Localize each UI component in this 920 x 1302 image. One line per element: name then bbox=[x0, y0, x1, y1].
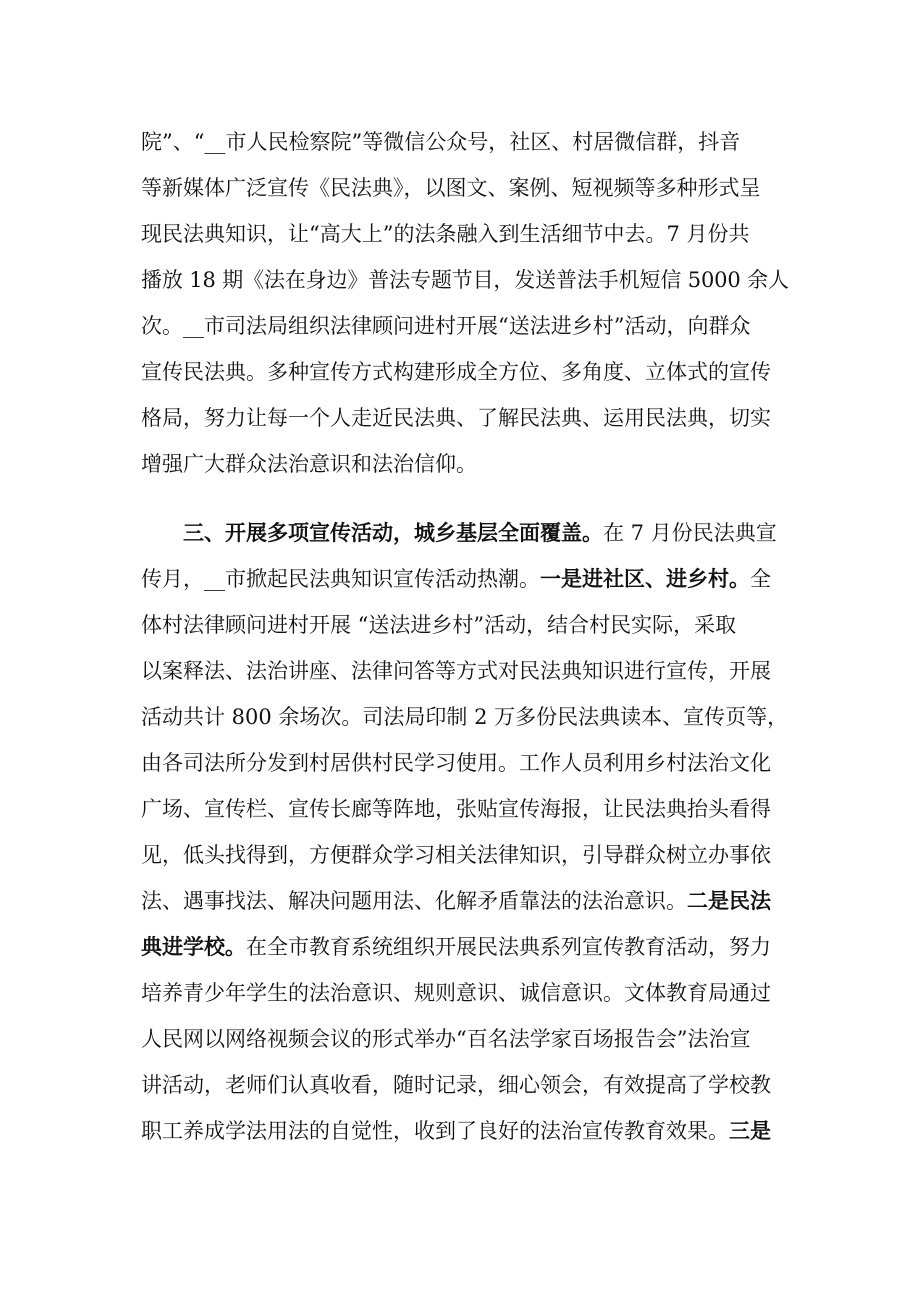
bold-heading-text: 一是进社区、进乡村。 bbox=[540, 566, 750, 591]
text-line bbox=[141, 441, 789, 487]
body-text-run: 全 bbox=[750, 567, 771, 591]
body-text-run: 职工养成学法用法的自觉性，收到了良好的法治宣传教育效果。 bbox=[141, 1119, 729, 1143]
bold-heading-text: 三是 bbox=[729, 1118, 771, 1143]
text-line bbox=[141, 395, 789, 441]
body-text-run: 见，低头找得到，方便群众学习相关法律知识，引导群众树立办事依 bbox=[141, 843, 771, 867]
text-line bbox=[141, 1016, 789, 1062]
body-text-run: 讲活动，老师们认真收看，随时记录，细心领会，有效提高了学校教 bbox=[141, 1073, 771, 1097]
body-text-run: 由各司法所分发到村居供村民学习使用。工作人员利用乡村法治文化 bbox=[141, 751, 771, 775]
body-text-run: 次。__市司法局组织法律顾问进村开展“送法进乡村”活动，向群众 bbox=[141, 314, 751, 338]
body-text bbox=[141, 119, 789, 1154]
body-text-run: 法、遇事找法、解决问题用法、化解矛盾靠法的法治意识。 bbox=[141, 889, 687, 913]
bold-heading-text: 三、开展多项宣传活动，城乡基层全面覆盖。 bbox=[183, 520, 603, 545]
body-text-run: 体村法律顾问进村开展 “送法进乡村”活动，结合村民实际，采取 bbox=[141, 613, 737, 637]
body-text-run: 在全市教育系统组织开展民法典系列宣传教育活动，努力 bbox=[246, 935, 771, 959]
body-text-run: 以案释法、法治讲座、法律问答等方式对民法典知识进行宣传，开展 bbox=[141, 659, 771, 683]
body-text-run: 广场、宣传栏、宣传长廊等阵地，张贴宣传海报，让民法典抬头看得 bbox=[141, 797, 771, 821]
text-line bbox=[141, 786, 789, 832]
bold-heading-text: 二是民法 bbox=[687, 888, 771, 913]
text-line bbox=[141, 556, 789, 602]
bold-heading-text: 典进学校。 bbox=[141, 934, 246, 959]
text-line bbox=[141, 832, 789, 878]
text-line bbox=[141, 602, 789, 648]
body-text-run: 活动共计 800 余场次。司法局印制 2 万多份民法典读本、宣传页等， bbox=[141, 705, 789, 729]
text-line bbox=[141, 1108, 789, 1154]
body-text-run: 增强广大群众法治意识和法治信仰。 bbox=[141, 452, 477, 476]
body-text-run: 在 7 月份民法典宣 bbox=[603, 521, 777, 545]
text-line bbox=[141, 740, 789, 786]
text-line bbox=[141, 878, 789, 924]
text-line bbox=[141, 924, 789, 970]
body-text-run: 宣传民法典。多种宣传方式构建形成全方位、多角度、立体式的宣传 bbox=[141, 360, 771, 384]
body-text-run: 培养青少年学生的法治意识、规则意识、诚信意识。文体教育局通过 bbox=[141, 981, 771, 1005]
text-line bbox=[141, 648, 789, 694]
body-text-run: 格局，努力让每一个人走近民法典、了解民法典、运用民法典，切实 bbox=[141, 406, 771, 430]
body-text-run: 现民法典知识，让“高大上”的法条融入到生活细节中去。7 月份共 bbox=[141, 222, 750, 246]
text-line bbox=[141, 1062, 789, 1108]
text-line bbox=[141, 119, 789, 165]
body-text-run: 播放 18 期《法在身边》普法专题节目，发送普法手机短信 5000 余人 bbox=[141, 268, 789, 292]
body-text-run: 等新媒体广泛宣传《民法典》，以图文、案例、短视频等多种形式呈 bbox=[141, 176, 761, 200]
text-line bbox=[141, 970, 789, 1016]
text-line bbox=[141, 349, 789, 395]
body-text-run: 院”、“__市人民检察院”等微信公众号，社区、村居微信群，抖音 bbox=[141, 130, 741, 154]
text-line bbox=[141, 694, 789, 740]
text-line bbox=[141, 165, 789, 211]
body-text-run: 传月，__市掀起民法典知识宣传活动热潮。 bbox=[141, 567, 540, 591]
text-line bbox=[141, 510, 789, 556]
body-text-run: 人民网以网络视频会议的形式举办“百名法学家百场报告会”法治宣 bbox=[141, 1027, 751, 1051]
text-line bbox=[141, 211, 789, 257]
text-line bbox=[141, 303, 789, 349]
text-line bbox=[141, 257, 789, 303]
